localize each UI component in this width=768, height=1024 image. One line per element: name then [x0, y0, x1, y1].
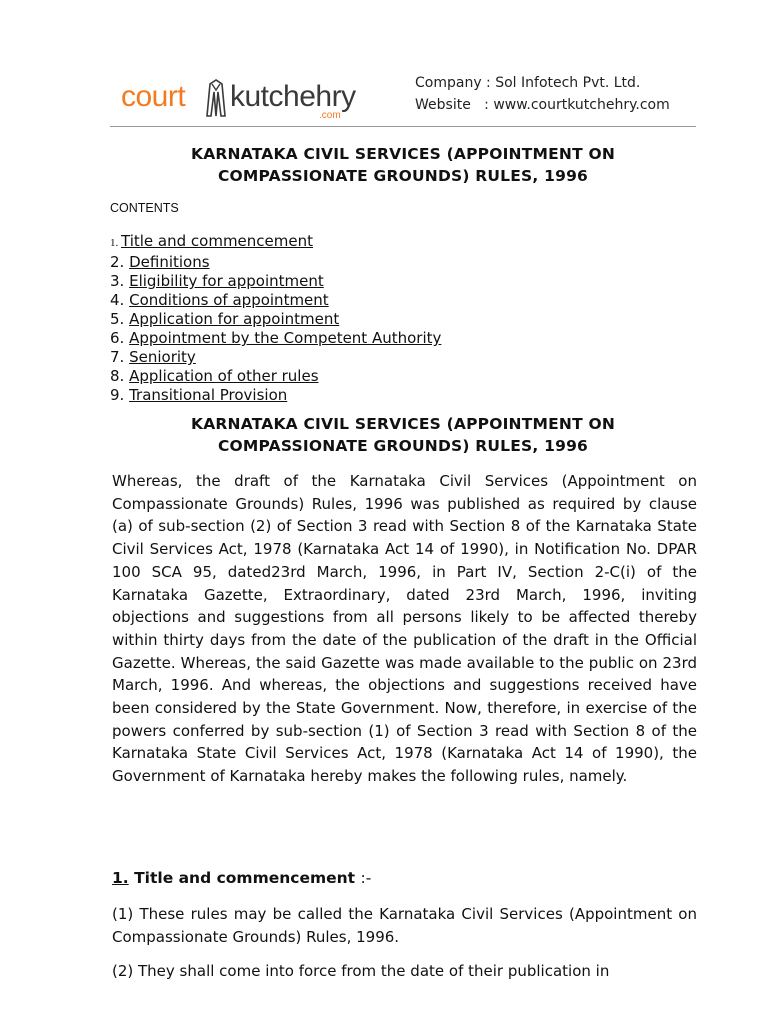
logo-kutchehry-text: kutchehry: [230, 80, 356, 113]
toc-number: 5.: [110, 310, 130, 328]
toc-item: [110, 329, 441, 348]
toc-link[interactable]: Seniority: [129, 348, 196, 366]
toc-link[interactable]: Appointment by the Competent Authority: [129, 329, 442, 347]
contents-label: CONTENTS: [110, 201, 179, 215]
company-info: [415, 72, 670, 116]
document-title: [110, 143, 696, 187]
toc-item: [110, 291, 441, 310]
toc-link[interactable]: Application of other rules: [129, 367, 319, 385]
title-line-2: COMPASSIONATE GROUNDS) RULES, 1996: [217, 167, 589, 185]
toc-number: 1.: [110, 237, 121, 249]
toc-number: 9.: [110, 386, 130, 404]
toc-link[interactable]: Application for appointment: [129, 310, 340, 328]
toc-number: 6.: [110, 329, 130, 347]
header-divider: [110, 126, 696, 127]
website-line: Website : www.courtkutchehry.com: [415, 97, 670, 113]
advocate-figure-icon: [201, 78, 231, 118]
toc-number: 2.: [110, 253, 130, 271]
logo-court-text: court: [121, 80, 186, 113]
company-line: Company : Sol Infotech Pvt. Ltd.: [415, 75, 641, 91]
table-of-contents: [110, 232, 441, 405]
title-line-1: KARNATAKA CIVIL SERVICES (APPOINTMENT ON: [190, 145, 616, 163]
rule-1-clause-1: (1) These rules may be called the Karnataka Civil Services (Appointment on Compassionate Grounds) Rules, 1996.: [112, 905, 697, 946]
toc-number: 7.: [110, 348, 130, 366]
toc-number: 3.: [110, 272, 130, 290]
courtkutchehry-logo[interactable]: [121, 76, 381, 124]
toc-item: [110, 253, 441, 272]
toc-item: [110, 310, 441, 329]
section-1-heading: [112, 869, 371, 887]
section-suffix: :-: [360, 869, 372, 887]
toc-number: 8.: [110, 367, 130, 385]
document-title-repeat: [110, 413, 696, 457]
section-title: Title and commencement: [128, 869, 361, 887]
toc-link[interactable]: Title and commencement: [121, 232, 313, 250]
toc-item: [110, 367, 441, 386]
toc-link[interactable]: Transitional Provision: [129, 386, 288, 404]
rule-1-clause-2: (2) They shall come into force from the date of their publication in: [112, 962, 610, 980]
section-number: 1.: [112, 869, 129, 887]
toc-link[interactable]: Definitions: [129, 253, 210, 271]
toc-link[interactable]: Eligibility for appointment: [129, 272, 324, 290]
toc-item: [110, 272, 441, 291]
title-line-2: COMPASSIONATE GROUNDS) RULES, 1996: [217, 437, 589, 455]
preamble-paragraph: Whereas, the draft of the Karnataka Civil Services (Appointment on Compassionate Grounds) Rules, 1996 was published as required by clause (a) of sub-section (2) of Section 3 read with Section 8 of the Karnataka State Civil Services Act, 1978 (Karnataka Act 14 of 1990), in Notification No. DPAR 100 SCA 95, dated23rd March, 1996, in Part IV, Section 2-C(i) of the Karnataka Gazette, Extraordinary, dated 23rd March, 1996, inviting objections and suggestions from all persons likely to be affected thereby within thirty days from the date of the publication of the draft in the Official Gazette. Whereas, the said Gazette was made available to the public on 23rd March, 1996. And whereas, the objections and suggestions received have been considered by the State Government. Now, therefore, in exercise of the powers conferred by sub-section (1) of Section 3 read with Section 8 of the Karnataka State Civil Services Act, 1978 (Karnataka Act 14 of 1990), the Government of Karnataka hereby makes the following rules, namely.: [112, 472, 697, 786]
title-line-1: KARNATAKA CIVIL SERVICES (APPOINTMENT ON: [190, 415, 616, 433]
logo-com-text: .com: [319, 110, 341, 121]
toc-link[interactable]: Conditions of appointment: [129, 291, 329, 309]
toc-item: [110, 348, 441, 367]
toc-item: [110, 386, 441, 405]
toc-number: 4.: [110, 291, 130, 309]
toc-item: [110, 232, 441, 253]
